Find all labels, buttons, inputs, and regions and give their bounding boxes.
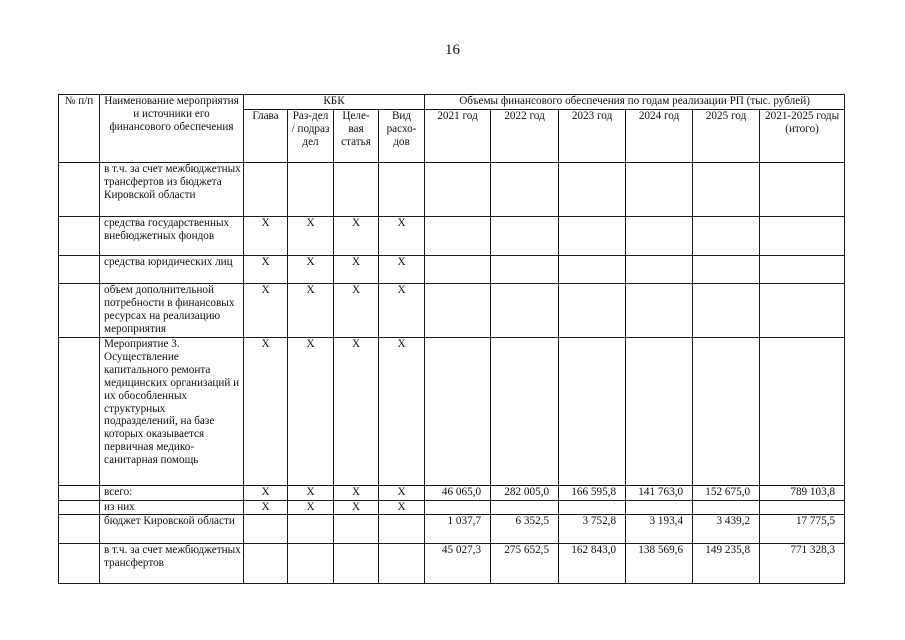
value-cell [626, 163, 693, 217]
kbk-cell: Х [244, 501, 288, 515]
kbk-cell: Х [334, 486, 379, 501]
value-cell [693, 338, 760, 486]
value-cell [626, 217, 693, 256]
value-cell: 771 328,3 [760, 543, 845, 583]
row-name-cell: средства государственных внебюджетных фондов [100, 217, 244, 256]
kbk-cell: Х [379, 284, 425, 338]
value-cell [693, 501, 760, 515]
value-cell: 275 652,5 [491, 543, 559, 583]
table-row [59, 514, 845, 543]
kbk-cell [334, 163, 379, 217]
header-kbk-statya: Целе-вая статья [334, 110, 379, 163]
value-cell: 152 675,0 [693, 486, 760, 501]
header-kbk-razdel: Раз-дел / подраз дел [288, 110, 334, 163]
kbk-cell: Х [288, 338, 334, 486]
header-name: Наименование мероприятия и источники его финансового обеспечения [100, 95, 244, 163]
header-year-2025: 2025 год [693, 110, 760, 163]
row-num-cell [59, 163, 100, 217]
kbk-cell [379, 543, 425, 583]
header-total: 2021-2025 годы (итого) [760, 110, 845, 163]
table-row [59, 338, 845, 486]
row-num-cell [59, 514, 100, 543]
value-cell: 166 595,8 [559, 486, 626, 501]
row-name-cell: в т.ч. за счет межбюджетных трансфертов [100, 543, 244, 583]
row-name-cell: в т.ч. за счет межбюджетных трансфертов из бюджета Кировской области [100, 163, 244, 217]
kbk-cell: Х [334, 501, 379, 515]
header-kbk-glava: Глава [244, 110, 288, 163]
value-cell [693, 217, 760, 256]
header-year-2022: 2022 год [491, 110, 559, 163]
value-cell [760, 501, 845, 515]
kbk-cell [288, 514, 334, 543]
value-cell [559, 217, 626, 256]
kbk-cell: Х [288, 284, 334, 338]
value-cell [693, 163, 760, 217]
value-cell [491, 256, 559, 284]
kbk-cell [244, 543, 288, 583]
row-name-cell: бюджет Кировской области [100, 514, 244, 543]
value-cell: 1 037,7 [425, 514, 491, 543]
value-cell: 6 352,5 [491, 514, 559, 543]
kbk-cell: Х [379, 338, 425, 486]
value-cell [626, 256, 693, 284]
kbk-cell [334, 514, 379, 543]
budget-table [58, 94, 845, 584]
value-cell [425, 217, 491, 256]
table-row [59, 543, 845, 583]
value-cell: 45 027,3 [425, 543, 491, 583]
value-cell: 789 103,8 [760, 486, 845, 501]
kbk-cell [288, 543, 334, 583]
kbk-cell: Х [244, 284, 288, 338]
kbk-cell: Х [244, 217, 288, 256]
kbk-cell: Х [379, 217, 425, 256]
value-cell: 3 439,2 [693, 514, 760, 543]
kbk-cell: Х [288, 486, 334, 501]
value-cell [559, 338, 626, 486]
kbk-cell: Х [244, 486, 288, 501]
table-row [59, 501, 845, 515]
row-name-cell: Мероприятие 3. Осуществление капитального ремонта медицинских организаций и их обособленных структурных подразделений, на базе которых оказывается первичная медико-санитарная помощь [100, 338, 244, 486]
kbk-cell: Х [334, 217, 379, 256]
kbk-cell: Х [244, 338, 288, 486]
header-kbk-vid: Вид расхо-дов [379, 110, 425, 163]
row-name-cell: объем дополнительной потребности в финансовых ресурсах на реализацию мероприятия [100, 284, 244, 338]
value-cell [693, 256, 760, 284]
value-cell [425, 501, 491, 515]
value-cell [626, 501, 693, 515]
value-cell: 17 775,5 [760, 514, 845, 543]
value-cell [559, 256, 626, 284]
table-row [59, 217, 845, 256]
value-cell [491, 217, 559, 256]
row-num-cell [59, 217, 100, 256]
kbk-cell: Х [288, 256, 334, 284]
value-cell: 141 763,0 [626, 486, 693, 501]
row-num-cell [59, 486, 100, 501]
kbk-cell [334, 543, 379, 583]
value-cell [760, 338, 845, 486]
value-cell [760, 163, 845, 217]
value-cell: 3 193,4 [626, 514, 693, 543]
value-cell [425, 338, 491, 486]
kbk-cell: Х [379, 256, 425, 284]
kbk-cell: Х [244, 256, 288, 284]
kbk-cell: Х [379, 501, 425, 515]
value-cell: 3 752,8 [559, 514, 626, 543]
value-cell: 149 235,8 [693, 543, 760, 583]
header-year-2023: 2023 год [559, 110, 626, 163]
value-cell [760, 284, 845, 338]
table-row [59, 284, 845, 338]
kbk-cell [244, 163, 288, 217]
value-cell: 162 843,0 [559, 543, 626, 583]
value-cell [491, 501, 559, 515]
table-row [59, 256, 845, 284]
kbk-cell: Х [334, 256, 379, 284]
kbk-cell: Х [334, 338, 379, 486]
value-cell [626, 338, 693, 486]
row-num-cell [59, 338, 100, 486]
table-header-row-1 [59, 95, 845, 110]
value-cell [760, 217, 845, 256]
row-name-cell: средства юридических лиц [100, 256, 244, 284]
value-cell [425, 256, 491, 284]
value-cell [626, 284, 693, 338]
header-kbk: КБК [244, 95, 425, 110]
value-cell: 46 065,0 [425, 486, 491, 501]
row-num-cell [59, 543, 100, 583]
row-name-cell: всего: [100, 486, 244, 501]
kbk-cell: Х [334, 284, 379, 338]
row-num-cell [59, 256, 100, 284]
value-cell [693, 284, 760, 338]
kbk-cell: Х [379, 486, 425, 501]
value-cell: 138 569,6 [626, 543, 693, 583]
kbk-cell: Х [288, 217, 334, 256]
value-cell [491, 163, 559, 217]
value-cell: 282 005,0 [491, 486, 559, 501]
table-row [59, 163, 845, 217]
kbk-cell [244, 514, 288, 543]
row-num-cell [59, 284, 100, 338]
kbk-cell [379, 163, 425, 217]
value-cell [559, 284, 626, 338]
value-cell [491, 284, 559, 338]
header-year-2024: 2024 год [626, 110, 693, 163]
kbk-cell [379, 514, 425, 543]
page-number: 16 [445, 42, 460, 58]
value-cell [559, 501, 626, 515]
value-cell [425, 163, 491, 217]
row-name-cell: из них [100, 501, 244, 515]
value-cell [760, 256, 845, 284]
header-num: № п/п [59, 95, 100, 163]
row-num-cell [59, 501, 100, 515]
value-cell [425, 284, 491, 338]
header-year-2021: 2021 год [425, 110, 491, 163]
kbk-cell [288, 163, 334, 217]
value-cell [559, 163, 626, 217]
header-volumes: Объемы финансового обеспечения по годам реализации РП (тыс. рублей) [425, 95, 845, 110]
kbk-cell: Х [288, 501, 334, 515]
value-cell [491, 338, 559, 486]
table-row [59, 486, 845, 501]
